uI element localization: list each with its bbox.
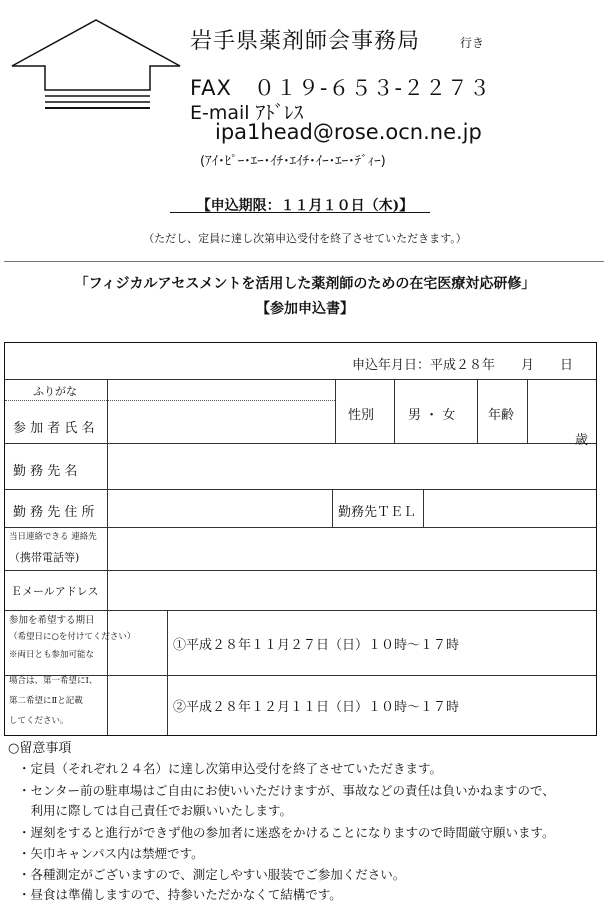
contact-sublabel: （携帯電話等)	[9, 551, 80, 564]
preference-note-1: ※両日とも参加可能な	[9, 650, 95, 660]
note-item: ・遅刻をすると進行ができず他の参加者に迷惑をかけることになりますので時間厳守願います。	[18, 825, 555, 840]
note-item: ・昼食は準備しますので、持参いただかなくて結構です。	[18, 887, 342, 902]
application-form	[4, 342, 597, 736]
email-address: ipa1head@rose.ocn.ne.jp	[215, 120, 482, 144]
note-item: ・センター前の駐車場はご自由にお使いいただけますが、事故などの責任は負いかねますので、	[18, 783, 555, 798]
workplace-tel-label: 勤務先ＴＥＬ	[338, 505, 417, 520]
preference-note-4: してください。	[9, 716, 69, 726]
deadline-note: （ただし、定員に達し次第申込受付を終了させていただきます。）	[143, 232, 467, 245]
note-item: ・矢巾キャンパス内は禁煙です。	[18, 846, 204, 861]
note-item: ・各種測定がございますので、測定しやすい服装でご参加ください。	[18, 867, 406, 882]
note-item: ・定員（それぞれ２４名）に達し次第申込受付を終了させていただきます。	[18, 761, 443, 776]
notes-heading: ○留意事項	[8, 741, 72, 756]
furigana-label: ふりがな	[33, 385, 77, 398]
gender-label: 性別	[348, 408, 375, 423]
preference-note-3: 第二希望にⅡと記載	[9, 696, 83, 706]
preference-instruction: （希望日に○を付けてください）	[9, 632, 136, 642]
note-item: 利用に際しては自己責任でお願いいたします。	[18, 803, 293, 818]
participant-name-label: 参 加 者 氏 名	[13, 421, 95, 436]
deadline: 【申込期限：１１月１０日（木)】	[196, 198, 414, 214]
email-field-label: Ｅメールアドレス	[11, 585, 99, 598]
divider	[4, 261, 604, 262]
addressee: 岩手県薬剤師会事務局	[190, 29, 421, 54]
email-reading: (ｱｲ･ﾋﾟｰ･ｴｰ･ｲﾁ･ｴｲﾁ･ｲｰ･ｴｰ･ﾃﾞｨｰ)	[200, 154, 386, 169]
deadline-underline	[170, 212, 430, 213]
date-option-1[interactable]: ①平成２８年１１月２７日（日）１０時～１７時	[173, 638, 460, 653]
email-label: E-mail ｱﾄﾞﾚｽ	[190, 102, 304, 124]
fax-number: FAX ０１９-６５３-２２７３	[190, 76, 492, 100]
preference-note-2: 場合は、第一希望にⅠ、	[9, 676, 98, 686]
arrow-up-icon	[0, 18, 190, 118]
application-date-label: 申込年月日：平成２８年 月 日	[352, 358, 574, 373]
addressee-suffix: 行き	[460, 36, 485, 50]
page-subtitle: 【参加申込書】	[256, 301, 354, 317]
contact-label: 当日連絡できる 連絡先	[9, 532, 97, 542]
workplace-label: 勤 務 先 名	[13, 464, 78, 479]
age-label: 年齢	[488, 408, 515, 423]
age-unit: 歳	[575, 433, 589, 448]
preference-label: 参加を希望する期日	[9, 615, 95, 626]
gender-options[interactable]: 男 ・ 女	[408, 408, 456, 423]
date-option-2[interactable]: ②平成２８年１２月１１日（日）１０時～１７時	[173, 700, 460, 715]
page-title: 「フィジカルアセスメントを活用した薬剤師のための在宅医療対応研修」	[74, 276, 536, 292]
workplace-address-label: 勤 務 先 住 所	[13, 505, 95, 520]
